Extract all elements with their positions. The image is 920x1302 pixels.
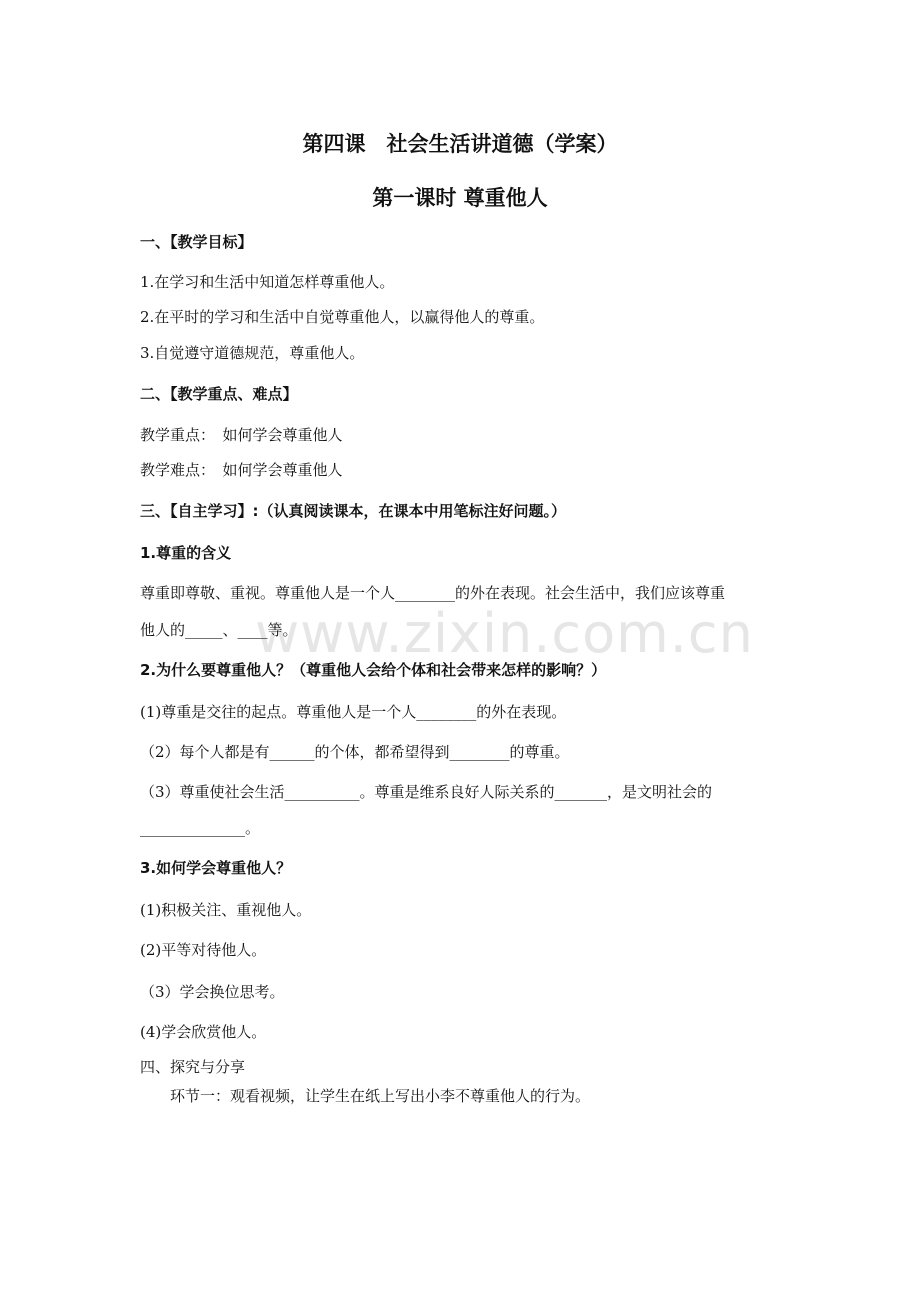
subsection-heading: 2.为什么要尊重他人？（尊重他人会给个体和社会带来怎样的影响？） — [140, 661, 607, 679]
text-line: 尊重即尊敬、重视。尊重他人是一个人________的外在表现。社会生活中，我们应该尊重 — [140, 584, 726, 602]
text-line: 环节一：观看视频，让学生在纸上写出小李不尊重他人的行为。 — [140, 1087, 591, 1105]
text-line: （3）学会换位思考。 — [140, 983, 285, 1001]
text-line: (1)尊重是交往的起点。尊重他人是一个人________的外在表现。 — [140, 703, 567, 721]
text-line: 教学重点： 如何学会尊重他人 — [140, 426, 343, 444]
text-line: (1)积极关注、重视他人。 — [140, 901, 312, 919]
subsection-heading: 1.尊重的含义 — [140, 544, 232, 562]
text-line: 2.在平时的学习和生活中自觉尊重他人，以赢得他人的尊重。 — [140, 308, 545, 326]
watermark: www.zixin.com.cn — [255, 602, 754, 665]
page-subtitle: 第一课时 尊重他人 — [372, 186, 548, 210]
section-heading: 二、【教学重点、难点】 — [140, 385, 298, 403]
text-line: （2）每个人都是有______的个体，都希望得到________的尊重。 — [140, 743, 570, 761]
section-heading: 一、【教学目标】 — [140, 233, 253, 251]
section-heading: 三、【自主学习】:（认真阅读课本，在课本中用笔标注好问题。） — [140, 502, 567, 520]
text-line: （3）尊重使社会生活__________。尊重是维系良好人际关系的_______，是文明社会的 — [140, 783, 713, 801]
text-line: 教学难点： 如何学会尊重他人 — [140, 461, 343, 479]
text-line: 他人的_____、____等。 — [140, 621, 298, 639]
page-title: 第四课 社会生活讲道德（学案） — [302, 132, 618, 156]
text-line: 四、探究与分享 — [140, 1058, 246, 1076]
text-line: 1.在学习和生活中知道怎样尊重他人。 — [140, 273, 395, 291]
text-line: (4)学会欣赏他人。 — [140, 1023, 267, 1041]
text-line: ______________。 — [140, 819, 261, 837]
text-line: (2)平等对待他人。 — [140, 941, 267, 959]
text-line: 3.自觉遵守道德规范，尊重他人。 — [140, 344, 365, 362]
subsection-heading: 3.如何学会尊重他人？ — [140, 859, 292, 877]
